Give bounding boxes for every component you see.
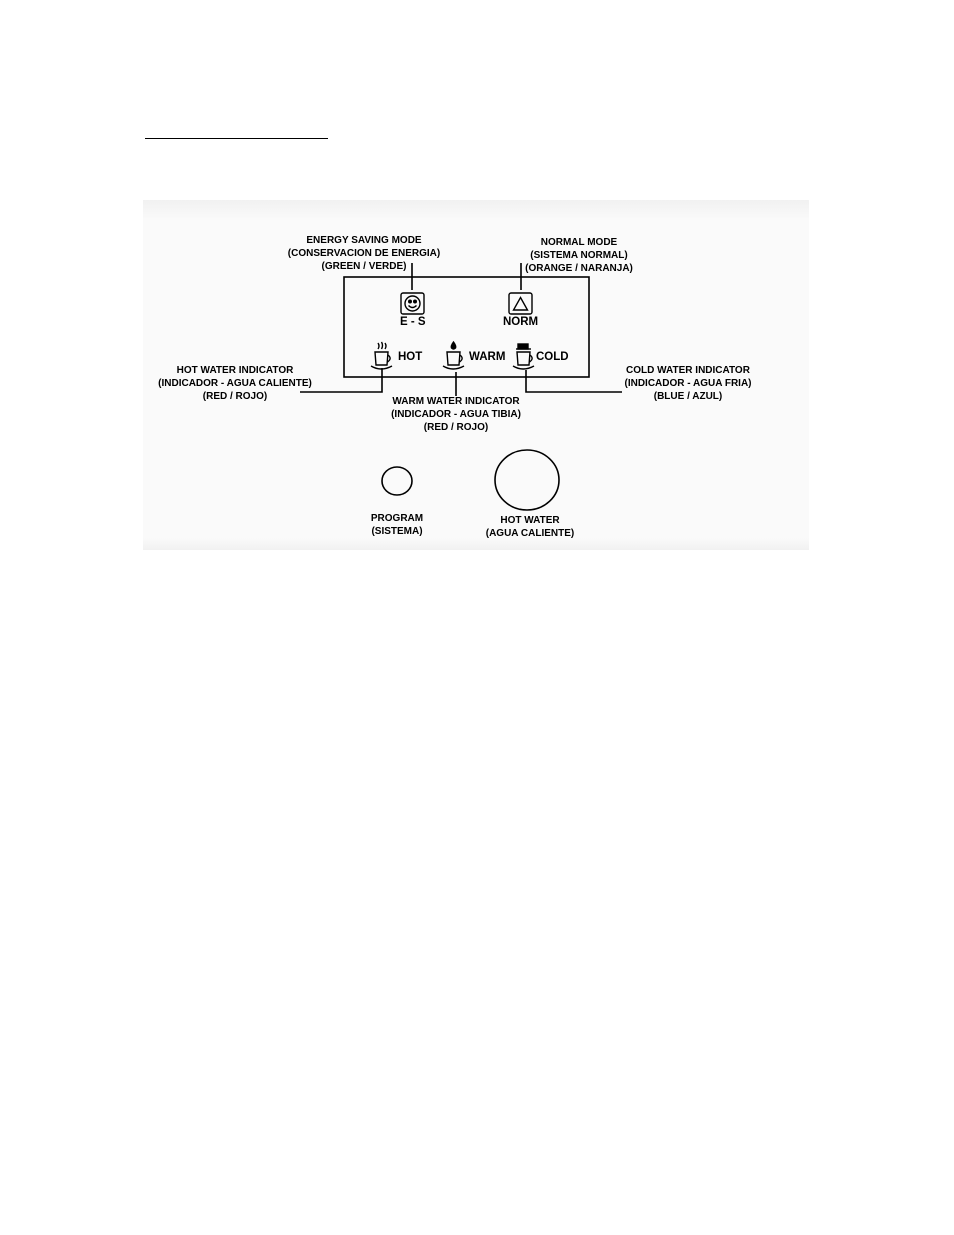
energy-saving-label: ENERGY SAVING MODE (CONSERVACION DE ENERGIA) (GREEN / VERDE) [287,235,441,272]
warm-water-indicator-label: WARM WATER INDICATOR (INDICADOR - AGUA TIBIA) (RED / ROJO) [391,396,521,433]
norm-indicator-text: NORM [503,316,539,328]
cold-cup-icon [513,344,534,369]
cold-water-indicator-label: COLD WATER INDICATOR (INDICADOR - AGUA FRIA) (BLUE / AZUL) [624,365,752,402]
hot-indicator-text: HOT [398,351,423,363]
hot-water-button [495,450,559,510]
warm-indicator-text: WARM [469,351,506,363]
leader-cold-water [526,370,622,392]
hot-cup-icon [371,342,392,369]
normal-mode-label: NORMAL MODE (SISTEMA NORMAL) (ORANGE / NARANJA) [525,237,633,274]
cold-indicator-text: COLD [536,351,569,363]
hot-water-button-label: HOT WATER (AGUA CALIENTE) [485,515,575,539]
program-button-label: PROGRAM (SISTEMA) [370,513,424,537]
normal-mode-icon [509,293,532,314]
warm-cup-icon [443,342,464,369]
program-button [382,467,412,495]
es-indicator-text: E - S [400,316,426,328]
energy-saving-icon [401,293,424,314]
hot-water-indicator-label: HOT WATER INDICATOR (INDICADOR - AGUA CALIENTE) (RED / ROJO) [158,365,312,402]
leader-hot-water [300,368,382,392]
